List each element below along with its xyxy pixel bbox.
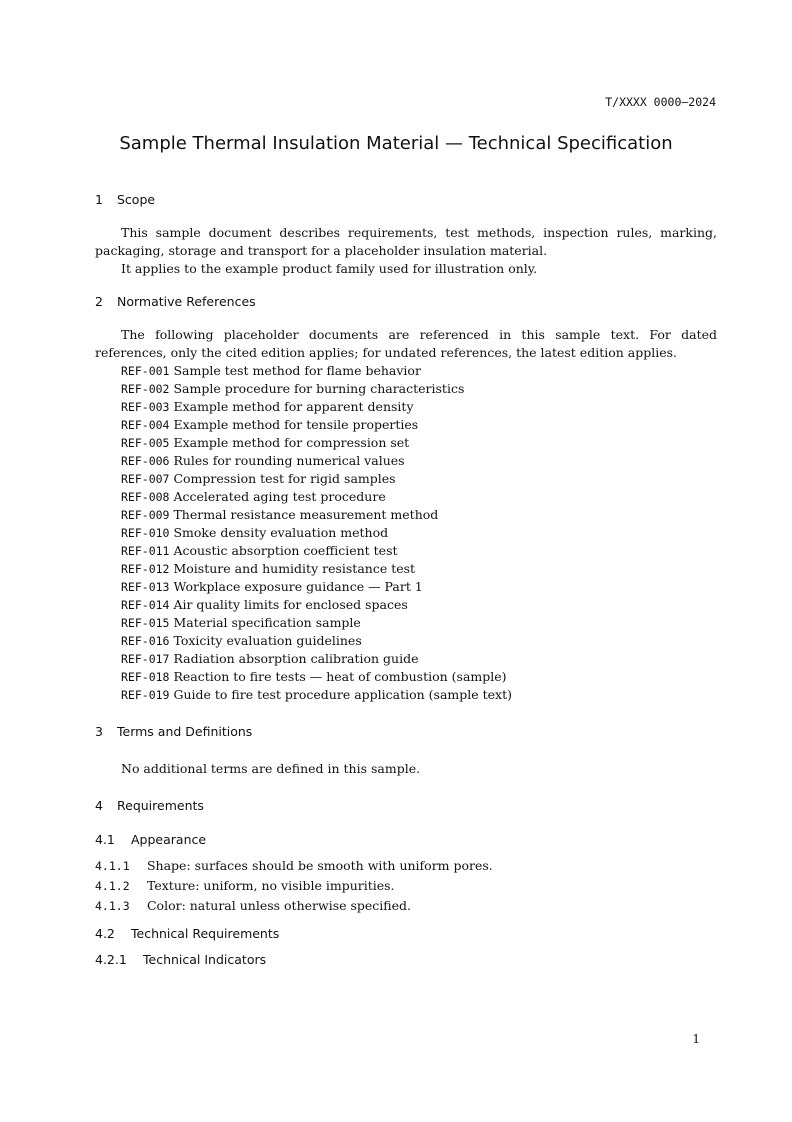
reference-title: Material specification sample [173,615,361,630]
reference-item [95,614,717,632]
reference-item [95,506,717,524]
reference-item [95,380,717,398]
section-title: Scope [117,192,156,207]
reference-item [95,362,717,380]
requirement-code: 4.1.1 [95,859,130,873]
reference-code: REF-004 [121,418,170,432]
requirement-list [95,856,717,916]
document-title: Sample Thermal Insulation Material — Technical Specification [119,133,673,154]
reference-title: Acoustic absorption coefficient test [173,543,398,558]
subsection-number: 4.2 [95,926,115,941]
subsection-title: Technical Indicators [143,952,267,967]
standard-code: T/XXXX 0000—2024 [605,95,716,109]
subsection-number: 4.1 [95,832,115,847]
reference-title: Moisture and humidity resistance test [173,561,416,576]
requirement-item [95,856,717,876]
reference-title: Thermal resistance measurement method [173,507,439,522]
reference-item [95,488,717,506]
reference-title: Accelerated aging test procedure [173,489,386,504]
section-number: 3 [95,724,103,739]
section-number: 4 [95,798,103,813]
reference-code: REF-009 [121,508,170,522]
subsection-heading [95,950,717,970]
subsection-heading [95,830,717,850]
reference-title: Smoke density evaluation method [173,525,389,540]
section-title: Requirements [117,798,204,813]
reference-item [95,470,717,488]
section-number: 2 [95,294,103,309]
reference-item [95,578,717,596]
reference-code: REF-003 [121,400,170,414]
reference-title: Sample procedure for burning characteristics [173,381,465,396]
reference-item [95,668,717,686]
reference-code: REF-010 [121,526,170,540]
reference-item [95,452,717,470]
paragraph: No additional terms are defined in this sample. [121,761,421,776]
section-heading [95,722,717,742]
reference-title: Compression test for rigid samples [173,471,396,486]
requirement-item [95,876,717,896]
subsection-heading [95,924,717,944]
paragraph: The following placeholder documents are referenced in this sample text. For dated references, only the cited edition applies; for undated references, the latest edition applies. [95,327,717,360]
reference-code: REF-011 [121,544,170,558]
reference-title: Rules for rounding numerical values [173,453,405,468]
reference-list [95,362,717,704]
reference-title: Guide to fire test procedure application (sample text) [173,687,513,702]
reference-code: REF-014 [121,598,170,612]
reference-title: Reaction to fire tests — heat of combustion (sample) [173,669,507,684]
reference-item [95,524,717,542]
section-number: 1 [95,192,103,207]
subsection-title: Appearance [131,832,207,847]
reference-code: REF-018 [121,670,170,684]
reference-title: Example method for apparent density [173,399,414,414]
page-number: 1 [692,1032,700,1046]
reference-title: Sample test method for flame behavior [173,363,421,378]
paragraph: It applies to the example product family used for illustration only. [121,261,538,276]
reference-title: Example method for compression set [173,435,410,450]
subsection-title: Technical Requirements [131,926,280,941]
reference-code: REF-019 [121,688,170,702]
reference-code: REF-005 [121,436,170,450]
reference-item [95,560,717,578]
requirement-code: 4.1.2 [95,879,130,893]
requirement-text: Texture: uniform, no visible impurities. [146,878,395,893]
reference-code: REF-008 [121,490,170,504]
paragraph: This sample document describes requirements, test methods, inspection rules, marking, packaging, storage and transport for a placeholder insulation material. [95,225,717,258]
reference-code: REF-015 [121,616,170,630]
section-title: Normative References [117,294,256,309]
reference-code: REF-013 [121,580,170,594]
section-heading [95,190,717,210]
reference-title: Air quality limits for enclosed spaces [173,597,408,612]
reference-code: REF-012 [121,562,170,576]
reference-item [95,596,717,614]
reference-code: REF-007 [121,472,170,486]
requirement-item [95,896,717,916]
reference-code: REF-017 [121,652,170,666]
reference-item [95,542,717,560]
reference-item [95,398,717,416]
reference-code: REF-016 [121,634,170,648]
reference-item [95,632,717,650]
requirement-code: 4.1.3 [95,899,130,913]
section-heading [95,292,717,312]
reference-item [95,434,717,452]
reference-item [95,650,717,668]
reference-item [95,686,717,704]
reference-title: Example method for tensile properties [173,417,419,432]
reference-item [95,416,717,434]
reference-code: REF-002 [121,382,170,396]
requirement-text: Color: natural unless otherwise specified. [146,898,412,913]
reference-code: REF-001 [121,364,170,378]
section-title: Terms and Definitions [117,724,253,739]
section-heading [95,796,717,816]
document-body [95,190,717,970]
reference-title: Workplace exposure guidance — Part 1 [173,579,423,594]
reference-title: Toxicity evaluation guidelines [173,633,362,648]
reference-title: Radiation absorption calibration guide [173,651,419,666]
requirement-text: Shape: surfaces should be smooth with uniform pores. [146,858,493,873]
reference-code: REF-006 [121,454,170,468]
subsection-number: 4.2.1 [95,952,127,967]
